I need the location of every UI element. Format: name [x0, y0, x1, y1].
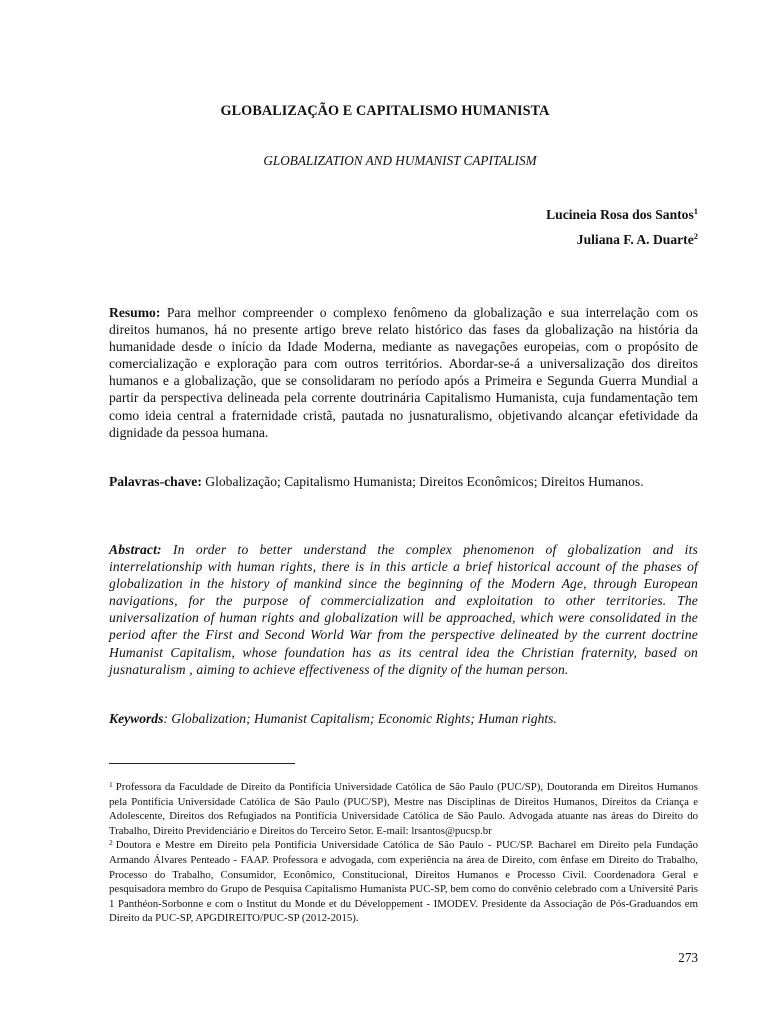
palavras-chave-label: Palavras-chave:	[109, 474, 202, 489]
palavras-chave-paragraph	[109, 473, 698, 490]
page-number: 273	[678, 950, 698, 965]
palavras-chave-text: Globalização; Capitalismo Humanista; Direitos Econômicos; Direitos Humanos.	[205, 474, 644, 489]
footnote-mark: 1	[109, 780, 113, 789]
author-note-mark[interactable]: 1	[693, 206, 698, 216]
paper-title: GLOBALIZAÇÃO E CAPITALISMO HUMANISTA	[220, 103, 550, 119]
paper-subtitle: GLOBALIZATION AND HUMANIST CAPITALISM	[263, 153, 537, 168]
resumo-text: Para melhor compreender o complexo fenômeno da globalização e sua interrelação com os direitos humanos, há no presente artigo breve relato histórico das fases da globalização na história da humanidade desde o início da Idade Moderna, mediante as navegações europeias, com o propósito de comercialização e exploração para com outros territórios. Abordar-se-á a universalização dos direitos humanos e a globalização, que se consolidaram no período após a Primeira e Segunda Guerra Mundial a partir da perspectiva delineada pela corrente doutrinária Capitalismo Humanista, cuja fundamentação tem como ideia central a fraternidade cristã, pautada no jusnaturalismo, objetivando alcançar efetividade da dignidade da pessoa humana.	[109, 305, 699, 440]
keywords-label: Keywords	[109, 711, 164, 726]
abstract-label: Abstract:	[109, 542, 162, 557]
footnote-text: Professora da Faculdade de Direito da Pontifícia Universidade Católica de São Paulo (PUC/SP), Doutoranda em Direitos Humanos pela Pontifícia Universidade Católica de São Paulo (PUC/SP), Mestre nas Disciplinas de Direitos Humanos, Direitos da Criança e Adolescente, Direitos dos Refugiados na Pontifícia Universidade Católica de São Paulo. Advogada atuante nas áreas do Direito do Trabalho, Direito Previdenciário e Direitos do Terceiro Setor. E-mail: lrsantos@pucsp.br	[109, 781, 698, 837]
author-name: Lucineia Rosa dos Santos	[546, 207, 694, 222]
keywords-text: : Globalization; Humanist Capitalism; Economic Rights; Human rights.	[163, 711, 557, 726]
footnote-1	[109, 780, 698, 838]
keywords-paragraph	[109, 710, 698, 727]
footnote-mark: 2	[109, 838, 113, 848]
author-note-mark[interactable]: 2	[693, 230, 698, 241]
resumo-label: Resumo:	[109, 305, 161, 320]
author-1	[546, 203, 698, 228]
footnotes	[109, 780, 698, 926]
footnote-text: Doutora e Mestre em Direito pela Pontifícia Universidade Católica de São Paulo - PUC/SP. Bacharel em Direito pela Fundação Armando Álvares Penteado - FAAP. Professora e advogada, com experiência na área de Direito, com ênfase em Direito do Trabalho, Processo do Trabalho, Consumidor, Econômico, Constitucional, Direitos Humanos e Processo Civil. Coordenadora Geral e pesquisadora membro do Grupo de Pesquisa Capitalismo Humanista PUC-SP, bem como do convênio celebrado com a Université Paris 1 Panthéon-Sorbonne e com o Institut du Monde et du Développement - IMODEV. Presidente da Associação de Pós-Graduandos em Direito da PUC-SP, APGDIREITO/PUC-SP (2012-2015).	[109, 839, 698, 925]
abstract-text: In order to better understand the complex phenomenon of globalization and its interrelationship with human rights, there is in this article a brief historical account of the phases of globalization in the history of mankind since the beginning of the Modern Age, through European navigations, for the purpose of commercialization and exploitation to other territories. The universalization of human rights and globalization will be approached, which were consolidated in the period after the First and Second World War from the perspective delineated by the current doctrine Humanist Capitalism, whose foundation has as its central idea the Christian fraternity, based on jusnaturalism , aiming to achieve effectiveness of the dignity of the human person.	[109, 542, 698, 677]
resumo-paragraph	[109, 304, 698, 441]
abstract-paragraph	[109, 541, 698, 678]
author-list	[546, 203, 698, 252]
author-2	[546, 228, 698, 253]
footnote-separator	[109, 763, 295, 764]
author-name: Juliana F. A. Duarte	[576, 231, 694, 247]
footnote-2	[109, 838, 698, 926]
